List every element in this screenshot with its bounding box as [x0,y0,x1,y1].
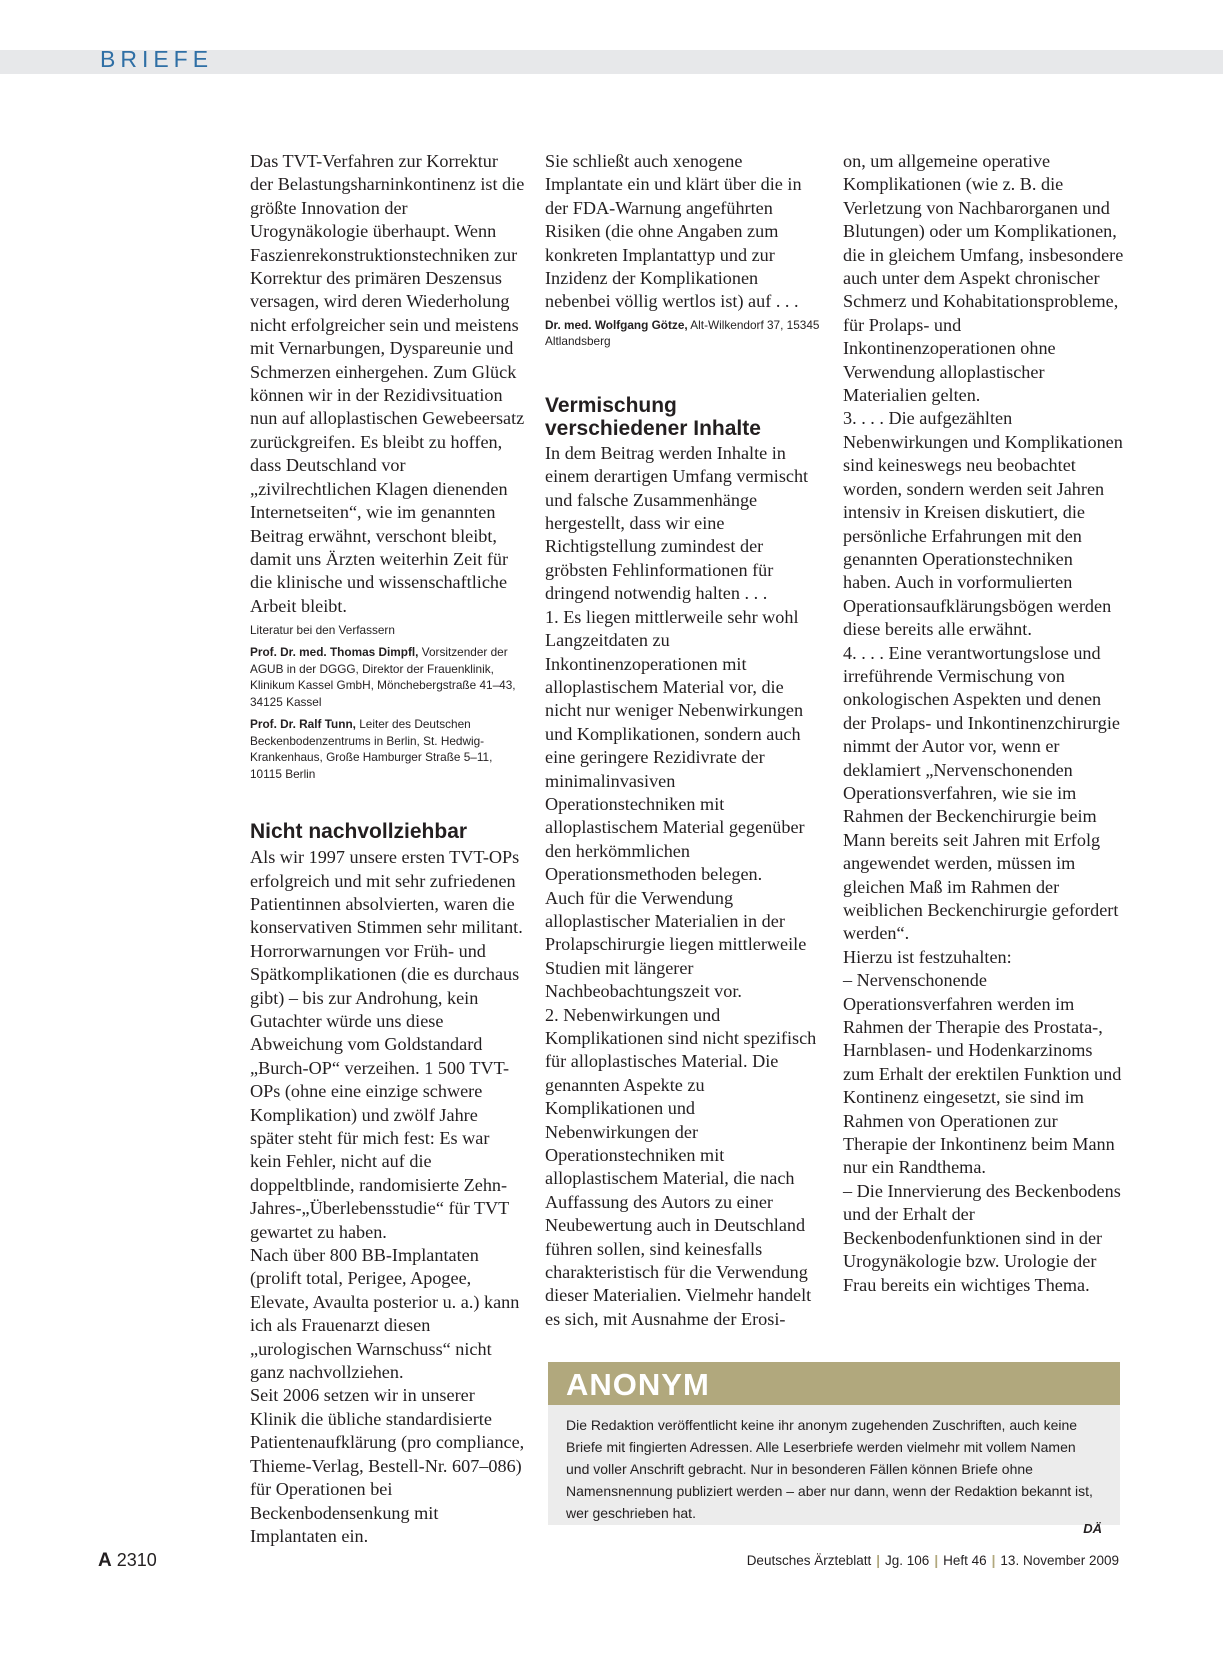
column-3 [843,150,1124,1297]
notice-signature: DÄ [1083,1521,1102,1536]
body-paragraph: Als wir 1997 unsere ersten TVT-OPs erfolgreich und mit sehr zufriedenen Patientinnen absolvierten, waren die konservativen Stimmen sehr militant. Horrorwarnungen vor Früh- und Spätkomplikationen (die es durchaus gibt) – bis zur Androhung, kein Gutachter würde uns diese Abweichung vom Goldstandard „Burch-OP“ verzeihen. 1 500 TVT-OPs (ohne eine einzige schwere Komplikation) und zwölf Jahre später steht für mich fest: Es war kein Fehler, nicht auf die doppeltblinde, randomisierte Zehn-Jahres-„Überlebensstudie“ für TVT gewartet zu haben. [250,847,523,1242]
notice-header [548,1362,1120,1405]
body-paragraph: on, um allgemeine operative Komplikationen (wie z. B. die Verletzung von Nachbarorganen und Blutungen) oder um Komplikationen, die in gleichem Umfang, insbesondere auch unter dem Aspekt chronischer Schmerz und Kohabitationsprobleme, für Prolaps- und Inkontinenzoperationen ohne Verwendung alloplastischer Materialien gelten. [843,151,1124,406]
letter-end-paragraph: Das TVT-Verfahren zur Korrektur der Belastungsharninkontinenz ist die größte Innovation der Urogynäkologie überhaupt. Wenn Faszienrekonstruktionstechniken zur Korrektur des primären Deszensus versagen, wird deren Wiederholung nicht erfolgreicher sein und meistens mit Vernarbungen, Dyspareunie und Schmerzen einhergehen. Zum Glück können wir in der Rezidivsituation nun auf alloplastischen Gewebeersatz zurückgreifen. Es bleibt zu hoffen, dass Deutschland vor „zivilrechtlichen Klagen dienenden Internetseiten“, wie im genannten Beitrag erwähnt, verschont bleibt, damit uns Ärzten weiterhin Zeit für die klinische und wissenschaftliche Arbeit bleibt. [250,151,525,616]
author-signature-1 [250,644,525,710]
author-affiliation: Leiter des Deutschen Beckenbodenzentrums in Berlin, St. Hedwig-Krankenhaus, Große Hamburger Straße 5–11, 10115 Berlin [250,717,493,781]
separator: | [991,1553,996,1568]
separator: | [876,1553,881,1568]
author-signature [545,317,823,350]
body-paragraph: 2. Nebenwirkungen und Komplikationen sind nicht spezifisch für alloplastisches Material. Die genannten Aspekte zu Komplikationen und Nebenwirkungen der Operationstechniken mit alloplastischem Material, die nach Auffassung des Autors zu einer Neubewertung auch in Deutschland führen sollen, sind keinesfalls charakteristisch für die Verwendung dieser Materialien. Vielmehr handelt es sich, mit Ausnahme der Erosi- [545,1004,817,1329]
author-affiliation: Vorsitzender der AGUB in der DGGG, Direktor der Frauenklinik, Klinikum Kassel GmbH, Mönchebergstraße 41–43, 34125 Kassel [250,645,516,709]
page-number-value: 2310 [116,1550,157,1570]
body-paragraph: Auch für die Verwendung alloplastischer Materialien in der Prolapschirurgie liegen mittlerweile Studien mit längerer Nachbeobachtungszeit vor. [545,887,807,1002]
letter-heading: Vermischung verschiedener Inhalte [545,393,761,440]
journal-issue: Heft 46 [943,1553,987,1568]
journal-volume: Jg. 106 [885,1553,930,1568]
author-name: Dr. med. Wolfgang Götze, [545,317,688,332]
body-paragraph: Seit 2006 setzen wir in unserer Klinik die übliche standardisierte Patientenaufklärung (pro compliance, Thieme-Verlag, Bestell-Nr. 607–086) für Operationen bei Beckenbodensenkung mit Implantaten ein. [250,1385,525,1546]
journal-name: Deutsches Ärzteblatt [746,1553,872,1568]
section-label: BRIEFE [100,46,214,72]
notice-title: ANONYM [566,1367,710,1402]
body-paragraph: – Die Innervierung des Beckenbodens und der Erhalt der Beckenbodenfunktionen sind in der Urogynäkologie bzw. Urologie der Frau bereits ein wichtiges Thema. [843,1180,1121,1295]
author-signature-2 [250,716,525,782]
body-paragraph: 3. . . . Die aufgezählten Nebenwirkungen und Komplikationen sind keineswegs neu beobachtet worden, sondern werden seit Jahren intensiv in Kreisen diskutiert, die persönliche Erfahrungen mit den genannten Operationstechniken haben. Auch in vorformulierten Operationsaufklärungsbögen werden diese bereits alle erwähnt. [843,408,1123,640]
body-paragraph: Nach über 800 BB-Implantaten (prolift total, Perigee, Apogee, Elevate, Avaulta posterior u. a.) kann ich als Frauenarzt diesen „urologischen Warnschuss“ nicht ganz nachvollziehen. [250,1245,520,1383]
author-name: Prof. Dr. Ralf Tunn, [250,717,356,732]
journal-footer [747,1553,1119,1568]
body-paragraph: – Nervenschonende Operationsverfahren werden im Rahmen der Therapie des Prostata-, Harnblasen- und Hodenkarzinoms zum Erhalt der erektilen Funktion und Kontinenz eingesetzt, sie sind im Rahmen von Operationen zur Therapie der Inkontinenz beim Mann nur ein Randthema. [843,970,1122,1178]
notice-body [548,1405,1120,1537]
body-paragraph: 1. Es liegen mittlerweile sehr wohl Langzeitdaten zu Inkontinenzoperationen mit alloplastischem Material vor, die nicht nur weniger Nebenwirkungen und Komplikationen, sondern auch eine geringere Rezidivrate der minimalinvasiven Operationstechniken mit alloplastischem Material gegenüber den herkömmlichen Operationsmethoden belegen. [545,606,805,885]
page-prefix: A [98,1550,112,1571]
separator: | [934,1553,939,1568]
anonym-notice-box [548,1362,1120,1536]
column-1 [250,150,525,1548]
column-2 [545,150,823,1331]
author-name: Prof. Dr. med. Thomas Dimpfl, [250,645,419,660]
notice-text: Die Redaktion veröffentlicht keine ihr anonym zugehenden Zuschriften, auch keine Briefe mit fingierten Adressen. Alle Leserbriefe werden vielmehr mit vollem Namen und voller Anschrift gebracht. Nur in besonderen Fällen können Briefe ohne Namensnennung publiziert werden – aber nur dann, wenn der Redaktion bekannt ist, wer geschrieben hat. [566,1417,1093,1521]
body-paragraph: Hierzu ist festzuhalten: [843,946,1012,967]
journal-date: 13. November 2009 [1000,1553,1119,1568]
letter-heading: Nicht nachvollziehbar [250,820,468,844]
body-paragraph: In dem Beitrag werden Inhalte in einem derartigen Umfang vermischt und falsche Zusammenhänge hergestellt, dass wir eine Richtigstellung zumindest der gröbsten Fehlinformationen für dringend notwendig halten . . . [545,442,809,604]
body-paragraph: Sie schließt auch xenogene Implantate ein und klärt über die in der FDA-Warnung angeführten Risiken (die ohne Angaben zum konkreten Implantattyp und zur Inzidenz der Komplikationen nebenbei völlig wertlos ist) auf . . . [545,151,802,312]
page-number [98,1550,157,1572]
author-address: Alt-Wilkendorf 37, 15345 Altlandsberg [545,317,820,349]
literature-note: Literatur bei den Verfassern [250,623,395,638]
body-paragraph: 4. . . . Eine verantwortungslose und irreführende Vermischung von onkologischen Aspekten und denen der Prolaps- und Inkontinenzchirurgie nimmt der Autor vor, wenn er deklamiert „Nervenschonenden Operationsverfahren, wie sie im Rahmen der Beckenchirurgie beim Mann bereits seit Jahren mit Erfolg angewendet werden, müssen im gleichen Maß im Rahmen der weiblichen Beckenchirurgie gefordert werden“. [843,642,1120,944]
